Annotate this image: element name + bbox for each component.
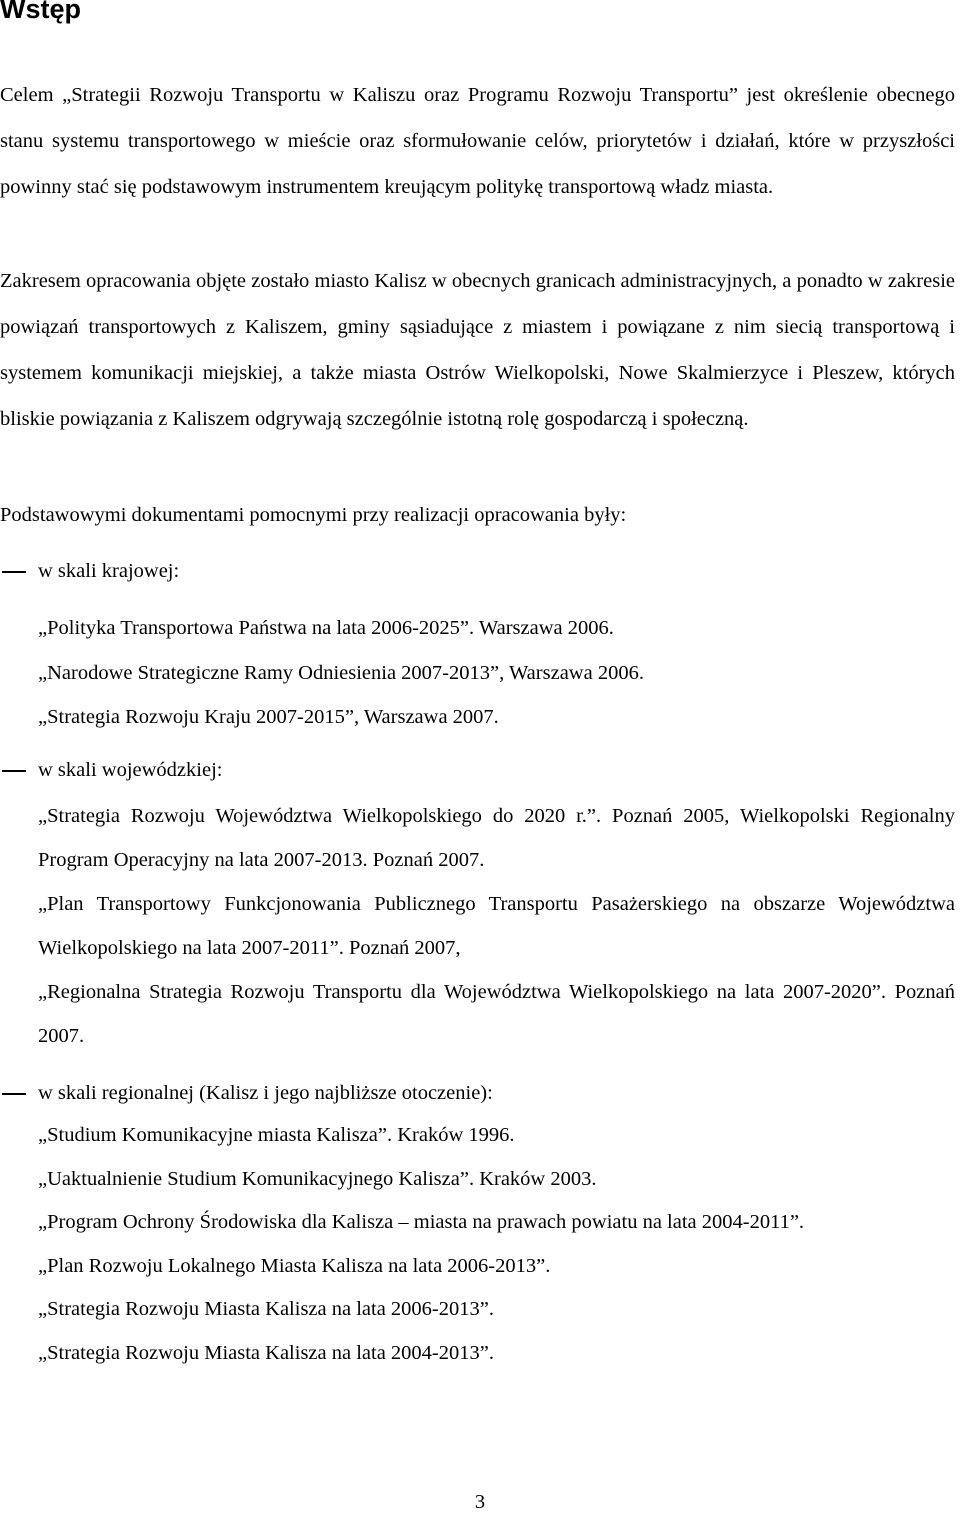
dash-bullet-icon bbox=[2, 1093, 26, 1095]
list-item: „Polityka Transportowa Państwa na lata 2006-2025”. Warszawa 2006. bbox=[38, 617, 614, 639]
list-item: „Strategia Rozwoju Miasta Kalisza na lata 2006-2013”. bbox=[38, 1298, 494, 1320]
list-item: „Strategia Rozwoju Kraju 2007-2015”, Warszawa 2007. bbox=[38, 706, 499, 728]
list-item: „Plan Transportowy Funkcjonowania Publicznego Transportu Pasażerskiego na obszarze Województwa Wielkopolskiego na lata 2007-2011”. Poznań 2007, bbox=[38, 893, 955, 959]
national-documents-list bbox=[38, 606, 955, 740]
page-heading: Wstęp bbox=[0, 0, 81, 24]
page-number: 3 bbox=[474, 1491, 486, 1513]
list-item: „Program Ochrony Środowiska dla Kalisza – miasta na prawach powiatu na lata 2004-2011”. bbox=[38, 1211, 805, 1233]
list-item: „Regionalna Strategia Rozwoju Transportu dla Województwa Wielkopolskiego na lata 2007-2020”. Poznań 2007. bbox=[38, 981, 955, 1047]
list-item: „Strategia Rozwoju Miasta Kalisza na lata 2004-2013”. bbox=[38, 1341, 494, 1364]
list-item: „Strategia Rozwoju Województwa Wielkopolskiego do 2020 r.”. Poznań 2005, Wielkopolski Regionalny Program Operacyjny na lata 2007-2013. Poznań 2007. bbox=[38, 805, 955, 871]
national-level-label: w skali krajowej: bbox=[38, 560, 180, 582]
regional-level-label: w skali regionalnej (Kalisz i jego najbliższe otoczenie): bbox=[38, 1082, 493, 1104]
documents-intro-paragraph: Podstawowymi dokumentami pomocnymi przy realizacji opracowania były: bbox=[0, 504, 627, 526]
scope-paragraph: Zakresem opracowania objęte zostało miasto Kalisz w obecnych granicach administracyjnych, a ponadto w zakresie powiązań transportowych z Kaliszem, gminy sąsiadujące z miastem i powiązane z nim siecią transportową i systemem komunikacji miejskiej, a także miasta Ostrów Wielkopolski, Nowe Skalmierzyce i Pleszew, których bliskie powiązania z Kaliszem odgrywają szczególnie istotną rolę gospodarczą i społeczną. bbox=[0, 270, 955, 430]
dash-bullet-icon bbox=[2, 770, 26, 772]
intro-paragraph: Celem „Strategii Rozwoju Transportu w Kaliszu oraz Programu Rozwoju Transportu” jest określenie obecnego stanu systemu transportowego w mieście oraz sformułowanie celów, priorytetów i działań, które w przyszłości powinny stać się podstawowym instrumentem kreującym politykę transportową władz miasta. bbox=[0, 84, 955, 198]
voivodeship-level-label: w skali wojewódzkiej: bbox=[38, 759, 223, 781]
list-item: „Plan Rozwoju Lokalnego Miasta Kalisza na lata 2006-2013”. bbox=[38, 1254, 551, 1277]
dash-bullet-icon bbox=[2, 571, 26, 573]
list-item: „Uaktualnienie Studium Komunikacyjnego Kalisza”. Kraków 2003. bbox=[38, 1167, 597, 1190]
list-item: „Studium Komunikacyjne miasta Kalisza”. Kraków 1996. bbox=[38, 1124, 515, 1146]
regional-documents-list bbox=[38, 1114, 955, 1375]
voivodeship-documents-list bbox=[38, 794, 955, 1058]
list-item: „Narodowe Strategiczne Ramy Odniesienia 2007-2013”, Warszawa 2006. bbox=[38, 661, 644, 684]
